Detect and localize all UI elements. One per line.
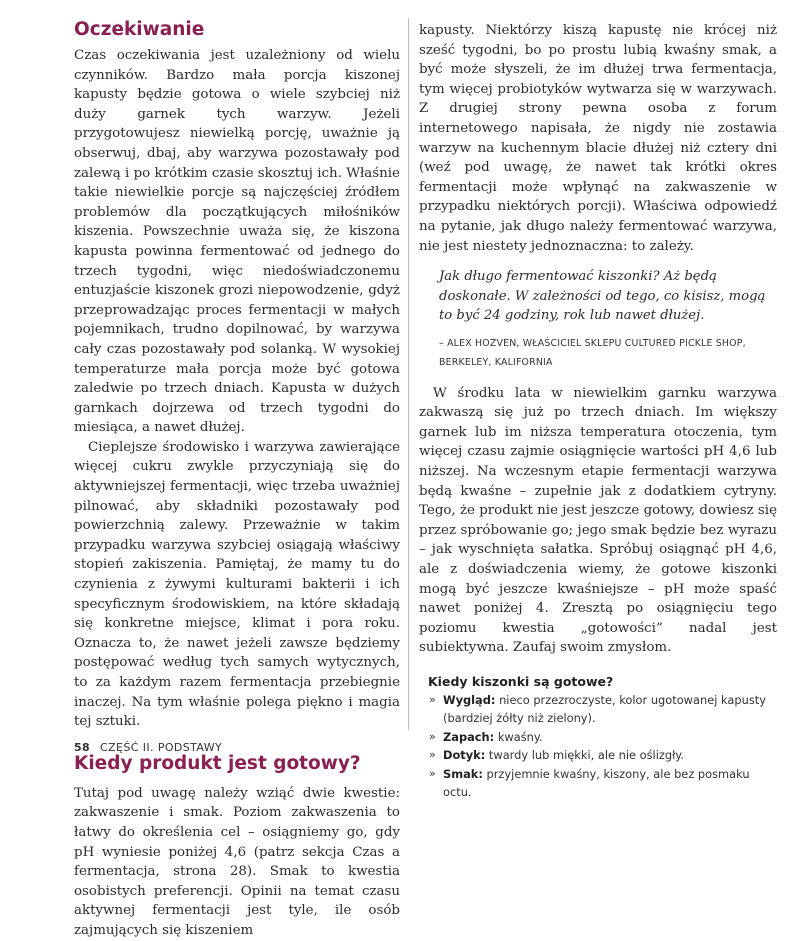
bullet-icon: »: [429, 729, 436, 743]
paragraph: kapusty. Niektórzy kiszą kapustę nie krócej niż sześć tygodni, bo po prostu lubią kwaśny smak, a być może słyszeli, że im dłużej trwa fermentacja, tym więcej probiotyków wytwarza się w warzywach. Z drugiej strony pewna osoba z forum internetowego napisała, że nigdy nie zostawia warzyw na kuchennym blacie dłużej niż cztery dni (weź pod uwagę, że nawet tak krótki okres fermentacji może wpłynąć na zakwaszenie w przypadku niektórych porcji). Właściwa odpowiedź na pytanie, jak długo należy fermentować warzywa, nie jest niestety jednoznaczna: to zależy.: [419, 23, 777, 254]
list-item: [429, 746, 777, 764]
right-column: [419, 21, 777, 801]
list-item: [429, 728, 777, 746]
readiness-criteria-list: [419, 691, 777, 801]
list-item: [429, 765, 777, 802]
paragraph: Czas oczekiwania jest uzależniony od wielu czynników. Bardzo mała porcja kiszonej kapusty będzie gotowa o wiele szybciej niż duży garnek tych warzyw. Jeżeli przygotowujesz niewielką porcję, uważnie ją obserwuj, dbaj, aby warzywa pozostawały pod zalewą i po krótkim czasie skosztuj ich. Właśnie takie niewielkie porcje są najczęściej źródłem problemów dla początkujących miłośników kiszenia. Powszechnie uważa się, że kiszona kapusta powinna fermentować od jednego do trzech tygodni, więc niedoświadczonemu entuzjaście kiszonek grozi niepowodzenie, gdyż przeprowadzając proces fermentacji w małych pojemnikach, trudno dopilnować, by warzywa cały czas pozostawały pod solanką. W wysokiej temperaturze mała porcja może być gotowa zaledwie po trzech dniach. Kapusta w dużych garnkach dojrzewa od trzech tygodni do miesiąca, a nawet dłużej.: [74, 48, 400, 436]
page-footer: [74, 741, 222, 754]
criterion-text: przyjemnie kwaśny, kiszony, ale bez posmaku octu.: [443, 766, 750, 799]
criterion-text: nieco przezroczyste, kolor ugotowanej kapusty (bardziej żółty niż zielony).: [443, 692, 766, 726]
footer-section-label: CZĘŚĆ II. PODSTAWY: [100, 741, 223, 754]
list-item: [429, 691, 777, 728]
criterion-term: Wygląd:: [443, 692, 496, 707]
paragraph: W środku lata w niewielkim garnku warzywa zakwaszą się już po trzech dniach. Im większy garnek lub im niższa temperatura otoczenia, tym więcej czasu zajmie osiągnięcie wartości pH 4,6 lub niższej. Na wczesnym etapie fermentacji warzywa będą kwaśne – zupełnie jak z dodatkiem cytryny. Tego, że produkt nie jest jeszcze gotowy, dowiesz się przez spróbowanie go; jego smak będzie bez wyrazu – jak wyschnięta sałatka. Spróbuj osiągnąć pH 4,6, ale z doświadczenia wiemy, że gotowe kiszonki mogą być jeszcze kwaśniejsze – pH może spaść nawet poniżej 4. Zresztą po osiągnięciu tego poziomu kwestia „gotowości” nadal jest subiektywna. Zaufaj swoim zmysłom.: [419, 385, 777, 656]
criterion-term: Dotyk:: [443, 748, 486, 763]
criterion-term: Smak:: [443, 766, 483, 781]
quote-attribution: – ALEX HOZVEN, WŁAŚCICIEL SKLEPU CULTURED PICKLE SHOP, BERKELEY, KALIFORNIA: [439, 337, 746, 368]
bullet-icon: »: [429, 748, 436, 762]
pull-quote: Jak długo fermentować kiszonki? Aż będą doskonałe. W zależności od tego, co kisisz, mogą to być 24 godziny, rok lub nawet dłużej.: [439, 269, 766, 324]
criterion-text: twardy lub miękki, ale nie oślizgły.: [488, 748, 685, 763]
bullet-icon: »: [429, 692, 436, 706]
paragraph: Tutaj pod uwagę należy wziąć dwie kwestie: zakwaszenie i smak. Poziom zakwaszenia to łatwy do określenia cel – osiągniemy go, gdy pH wyniesie poniżej 4,6 (patrz sekcja Czas a fermentacja, strona 28). Smak to kwestia osobistych preferencji. Opinii na temat czasu aktywnej fermentacji jest tyle, ile osób zajmujących się kiszeniem: [74, 785, 400, 938]
section-heading-oczekiwanie: Oczekiwanie: [74, 19, 205, 40]
bullet-icon: »: [429, 766, 436, 780]
criterion-text: kwaśny.: [497, 729, 543, 744]
column-divider: [408, 18, 409, 730]
left-column: [74, 18, 400, 941]
list-heading: Kiedy kiszonki są gotowe?: [428, 673, 614, 689]
paragraph: Cieplejsze środowisko i warzywa zawierające więcej cukru zwykle przyczyniają się do aktywniejszej fermentacji, więc trzeba uważniej pilnować, aby składniki pozostawały pod powierzchnią zalewy. Przeważnie w takim przypadku warzywa szybciej osiągają właściwy stopień zakiszenia. Pamiętaj, że mamy tu do czynienia z żywymi kulturami bakterii i ich specyficznym środowiskiem, na które składają się konkretne miejsce, klimat i pora roku. Oznacza to, że nawet jeżeli zawsze będziemy postępować według tych samych wytycznych, to za każdym razem fermentacja przebiegnie inaczej. Na tym właśnie polega piękno i magia tej sztuki.: [74, 439, 400, 730]
criterion-term: Zapach:: [443, 729, 495, 744]
page-number: 58: [74, 741, 91, 754]
section-heading-kiedy-gotowy: Kiedy produkt jest gotowy?: [74, 752, 361, 774]
